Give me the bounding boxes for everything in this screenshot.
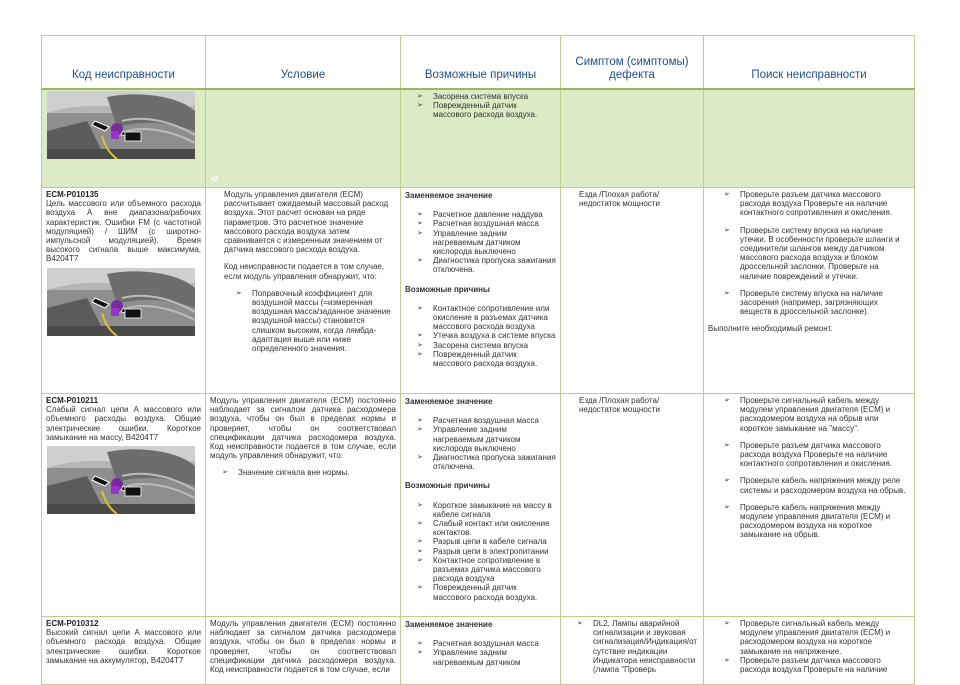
list-item: ➢ Поврежденный датчик массового расхода воздуха. (419, 583, 556, 601)
list-item: ➢ Засорена система впуска (419, 92, 556, 101)
section-label: Возможные причины (405, 284, 490, 294)
header-causes: Возможные причины (401, 36, 561, 90)
list-item: ➢ Контактное сопротивление в разъемах датчика массового расхода воздуха (419, 556, 556, 584)
fault-description: Цель массового или объемного расхода воздуха А вне диапазона/рабочих характеристик. Ошибки FM (с частотной модуляцией) / ШИМ (с широтно-импульсной модуляцией). Время высокого сигнала выше максимума, B4204T7 (46, 199, 201, 264)
list-item: ➢ Проверьте систему впуска на наличие утечки. В особенности проверьте шланги и соединители шлангов между датчиком массового расхода воздуха и блоком дроссельной заслонки. Проверьте на наличие повреждений и утечки. (726, 226, 910, 281)
list-item: ➢ Проверьте сигнальный кабель между модулем управления двигателя (ECM) и расходомером воздуха на короткое замыкание на напряжение. (726, 619, 910, 656)
section-label: Заменяемое значение (405, 397, 493, 406)
table-row (42, 188, 915, 394)
list-item: ➢ Поврежденный датчик массового расхода воздуха. (419, 350, 556, 368)
condition-text: Модуль управления двигателя (ECM) рассчитывает ожидаемый массовый расход воздуха. Этот расчет основан на ряде параметров. Это расчетное значение массового расхода воздуха затем сравнивается с измеренным значением от датчика массового расхода воздуха. (224, 190, 389, 255)
list-item: ➢ Проверьте разъем датчика массового расхода воздуха Проверьте на наличие (726, 656, 910, 674)
symptom-text: Езда /Плохая работа/недостаток мощности (561, 394, 704, 617)
list-item: ➢ Расчетная воздушная масса (419, 416, 556, 425)
symptom-text: Езда /Плохая работа/недостаток мощности (561, 188, 704, 394)
section-label: Заменяемое значение (405, 620, 493, 629)
fault-code: ECM-P010211 (46, 396, 99, 405)
action-text: Выполните необходимый ремонт. (708, 324, 833, 334)
header-code: Код неисправности (42, 36, 206, 90)
list-item: ➢ Проверьте сигнальный кабель между модулем управления двигателя (ECM) и расходомером воздуха на обрыв или короткое замыкание на "массу". (726, 396, 910, 433)
table-row (42, 394, 915, 617)
fault-description: Слабый сигнал цепи А массового или объемного расходы воздуха. Общие электрические ошибки. Короткое замыкание на массу, B4204T7 (46, 405, 201, 442)
table-row: x2 ➢ Засорена система впуска ➢ Поврежденный датчик массового расхода воздуха. (42, 89, 915, 188)
list-item: ➢ Проверьте разъем датчика массового расхода воздуха Проверьте на наличие контактного сопротивления и окисления. (726, 441, 910, 469)
list-item: ➢ Засорена система впуска (419, 341, 556, 350)
list-item: ➢ Расчетная воздушная масса (419, 219, 556, 228)
list-item: ➢ DL2, Лампы аварийной сигнализации и звуковая сигнализация/Индикация/от сутствие индикации Индикатора неисправности (лампа "Проверь (579, 619, 699, 674)
header-troubleshooting: Поиск неисправности (704, 36, 915, 90)
list-item: ➢ Управление задним нагреваемым датчиком (419, 648, 556, 666)
condition-text: Код неисправности подается в том случае, если модуль управления обнаружит, что: (224, 262, 385, 281)
list-item: ➢ Значение сигнала вне нормы. (224, 468, 396, 477)
section-label: Заменяемое значение (405, 191, 493, 200)
engine-photo-icon (47, 446, 195, 514)
list-item: ➢ Управление задним нагреваемым датчиком кислорода выключено (419, 425, 556, 453)
fault-code: ECM-P010135 (46, 190, 99, 199)
list-item: ➢ Короткое замыкание на массу в кабеле сигнала (419, 501, 556, 519)
condition-text: Модуль управления двигателя (ECM) постоянно наблюдает за сигналом датчика расходомера воздуха, чтобы он был в пределах нормы и проверяет, чтобы он соответствовал спецификации датчика расходомера воздуха. Код неисправности подается в том случае, если модуль управления обнаружит, что: (210, 396, 396, 461)
list-item: ➢ Контактное сопротивление или окисление в разъемах датчика массового расхода воздуха (419, 304, 556, 332)
engine-photo-icon (47, 91, 195, 159)
condition-text: Модуль управления двигателя (ECM) постоянно наблюдает за сигналом датчика расходомера воздуха, чтобы он был в пределах нормы и проверяет, чтобы он соответствовал спецификации датчика расходомера воздуха. Код неисправности подается в том случае, если (210, 619, 396, 675)
list-item: ➢ Диагностика пропуска зажигания отключена. (419, 453, 556, 471)
list-item: ➢ Разрыв цепи в кабеле сигнала (419, 537, 556, 546)
list-item: ➢ Проверьте систему впуска на наличие засорения (например, загрязняющих веществ в дроссельной заслонке). (726, 289, 910, 317)
list-item: ➢ Проверьте разъем датчика массового расхода воздуха Проверьте на наличие контактного сопротивления и окисления. (726, 190, 910, 218)
list-item: ➢ Управление задним нагреваемым датчиком кислорода выключено (419, 229, 556, 257)
fault-code: ECM-P010312 (46, 619, 99, 628)
list-item: ➢ Расчетное давление наддува (419, 210, 556, 219)
table-row (42, 617, 915, 685)
list-item: ➢ Проверьте кабель напряжения между модулем управления двигателя (ECM) и расходомером воздуха на короткое замыкание на обрыв. (726, 503, 910, 540)
header-symptoms: Симптом (симптомы) дефекта (561, 36, 704, 90)
list-item: ➢ Слабый контакт или окисление контактов. (419, 519, 556, 537)
header-row (42, 36, 915, 90)
fault-description: Высокий сигнал цепи А массового или объемного расхода воздуха. Общие электрические ошибки. Короткое замыкание на аккумулятор, B4204T7 (46, 628, 201, 665)
list-item: ➢ Диагностика пропуска зажигания отключена. (419, 256, 556, 274)
list-item: ➢ Разрыв цепи в электропитании (419, 547, 556, 556)
fault-table (41, 35, 915, 685)
section-label: Возможные причины (405, 481, 490, 491)
list-item: ➢ Поврежденный датчик массового расхода воздуха. (419, 101, 556, 119)
header-condition: Условие (206, 36, 401, 90)
list-item: ➢ Утечка воздуха в системе впуска (419, 331, 556, 340)
list-item: ➢ Расчетная воздушная масса (419, 639, 556, 648)
engine-photo-icon (47, 268, 195, 336)
list-item: ➢ Поправочный коэффициент для воздушной массы (=измеренная воздушная масса/заданное значение воздушной массы) становится слишком высоким, когда лямбда-адаптация выше или ниже определенного значения. (238, 289, 396, 353)
list-item: ➢ Проверьте кабель напряжения между реле системы и расходомером воздуха на обрыв. (726, 476, 910, 494)
